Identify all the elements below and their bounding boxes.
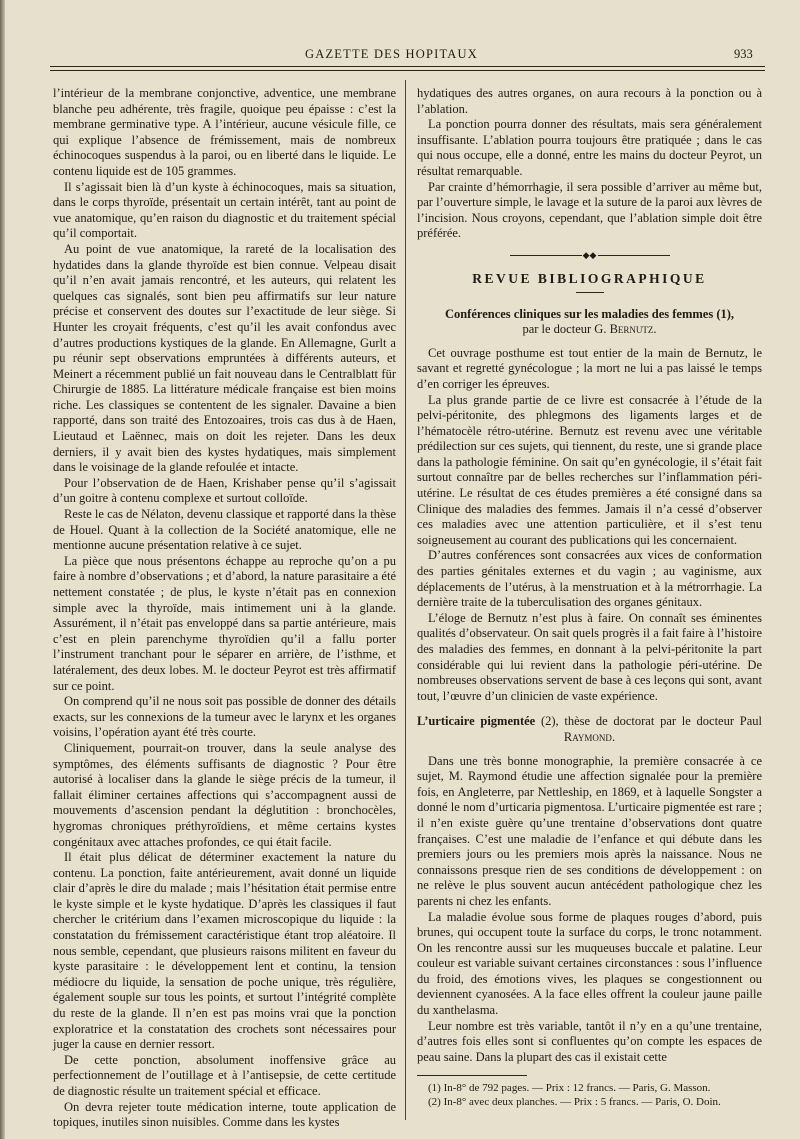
article-title: Conférences cliniques sur les maladies des femmes (1), — [444, 306, 735, 321]
running-head: GAZETTE DES HOPITAUX — [305, 47, 478, 61]
ornamental-rule — [510, 249, 670, 260]
paragraph: Leur nombre est très variable, tantôt il n’y en a qu’une trentaine, d’autres fois elles sont si confluentes qu’on compte les espaces de peau saine. Dans la plupart des cas il existait cette — [417, 1018, 762, 1064]
article-title: L’urticaire pigmentée — [417, 714, 536, 729]
paragraph: hydatiques des autres organes, on aura recours à la ponction ou à l’ablation. — [417, 86, 762, 116]
left-column — [53, 86, 396, 1131]
paragraph: Reste le cas de Nélaton, devenu classique et rapporté dans la thèse de Houel. Quant à la collection de la Société anatomique, elle ne mentionne aucune présentation relative à ce sujet. — [53, 507, 396, 553]
paragraph: La ponction pourra donner des résultats, mais sera généralement insuffisante. L’ablation pourra toujours être pratiquée ; dans le cas qui nous occupe, elle a donné, entre les mains du docteur Peyrot, un résultat remarquable. — [417, 117, 762, 178]
article-heading — [417, 714, 762, 745]
paragraph: l’intérieur de la membrane conjonctive, adventice, une membrane blanche peu adhérente, très fragile, quoique peu épaisse : c’est la membrane germinative type. A l’intérieur, aucune vésicule fille, ce qui explique l’absence de frémissement, mais de nombreux échinocoques suspendus à la paroi, ou en liberté dans le liquide. Le contenu liquide est de 105 grammes. — [53, 86, 396, 178]
header-rule-thin — [50, 70, 765, 71]
paragraph: De cette ponction, absolument inoffensive grâce au perfectionnement de l’outillage et à l’antisepsie, de cette certitude de diagnostic résulte un traitement spécial et efficace. — [53, 1052, 396, 1098]
article-author: Raymond — [563, 729, 612, 744]
paragraph: Il était plus délicat de déterminer exactement la nature du contenu. La ponction, faite antérieurement, avait donné un liquide clair d’après le dire du malade ; mais l’hésitation était permise entre le kyste simple et le kyste hydatique. D’après les classiques il faut chercher le critérium dans l’examen microscopique du liquide : la constatation du frémissement caractéristique étant trop aléatoire. Il nous semble, cependant, que plusieurs raisons militent en faveur du kyste parasitaire : le développement lent et continu, la tension médiocre du liquide, la sensation de poche unique, très régulière, également souple sur tous les points, et surtout l’intégrité complète du reste de la glande. Il n’en est pas moins vrai que la ponction exploratrice et la constatation des crochets sont nécessaires pour juger la cause en dernier ressort. — [53, 850, 396, 1052]
short-rule — [576, 292, 604, 293]
paragraph: La pièce que nous présentons échappe au reproche qu’on a pu faire à nombre d’observations ; et d’abord, la nature parasitaire a été nettement constatée ; de plus, le kyste n’était pas en connexion simple avec la thyroïde, mais intimement uni à la glande. Assurément, il n’était pas enveloppé dans sa partie antérieure, mais c’est en plein parenchyme thyroïdien qu’il a fallu porter l’instrument tranchant pour le séparer en arrière, de l’isthme, et latéralement, des deux lobes. M. le docteur Peyrot est très affirmatif sur ce point. — [53, 553, 396, 693]
article-byline-suffix: . — [653, 322, 657, 337]
footnote: (2) In-8° avec deux planches. — Prix : 5 francs. — Paris, O. Doin. — [428, 1095, 721, 1108]
paragraph: La maladie évolue sous forme de plaques rouges d’abord, puis brunes, qui occupent toute la surface du corps, le tronc notamment. On les rencontre aussi sur les muqueuses buccale et palatine. Leur couleur est variable suivant certaines circonstances : sous l’influence du froid, des émotions vives, les plaques se congestionnent ou deviennent cyanosées. A la face elles offrent la couleur jaune paille du xanthelasma. — [417, 909, 762, 1018]
paragraph: Cliniquement, pourrait-on trouver, dans la seule analyse des symptômes, des éléments suffisants de diagnostic ? Pour être autorisé à localiser dans la glande le siège précis de la tumeur, il fallait éliminer certaines affections qui s’accompagnent aussi de mouvements d’ascension pendant la déglutition : bronchocèles, hygromas chroniques préthyroïdiens, et même certains kystes congénitaux avec attaches profondes, ce qui était facile. — [53, 740, 396, 849]
paragraph: Dans une très bonne monographie, la première consacrée à ce sujet, M. Raymond étudie une affection signalée pour la première fois, en Angleterre, par Nettleship, en 1869, et à laquelle Songster a donné le nom d’urticaria pigmentosa. L’urticaire pigmentée est rare ; il n’en existe guère qu’une trentaine d’observations dont quatre françaises. C’est une maladie de l’enfance et qui débute dans les premiers jours ou les premiers mois après la naissance. Nous ne connaissons presque rien de ses conditions de développement : on ne relève le plus souvent aucun antécédent pathologique chez les parents ni chez les enfants. — [417, 753, 762, 908]
footnote: (1) In-8° de 792 pages. — Prix : 12 francs. — Paris, G. Masson. — [428, 1082, 711, 1095]
page-spine-shadow — [0, 0, 5, 1139]
paragraph: Pour l’observation de de Haen, Krishaber pense qu’il s’agissait d’un goitre à contenu complexe et surtout colloïde. — [53, 475, 396, 506]
article-byline-prefix: par le docteur G. — [522, 322, 607, 337]
paragraph: Par crainte d’hémorrhagie, il sera possible d’arriver au même but, par l’ouverture simple, le lavage et la suture de la paroi aux lèvres de l’incision. Nous croyons, cependant, que l’ablation simple doit être préférée. — [417, 179, 762, 241]
paragraph: La plus grande partie de ce livre est consacrée à l’étude de la pelvi-péritonite, des phlegmons des ligaments larges et de l’hématocèle rétro-utérine. Bernutz est revenu avec une véritable prédilection sur ces sujets, qui tiennent, du reste, une si grande place dans la pathologie féminine. On sait qu’en gynécologie, il s’était fait surtout connaître par de belles recherches sur l’inflammation péri-utérine. Le résultat de ces études premières a été consigné dans sa Clinique des maladies des femmes. Jamais il n’a cessé d’observer ces maladies avec une attention particulière, et il s’est tenu soigneusement au courant des publications qui les concernaient. — [417, 392, 762, 547]
section-title: REVUE BIBLIOGRAPHIQUE — [472, 270, 707, 286]
article-author-suffix: . — [611, 729, 616, 744]
paragraph: Au point de vue anatomique, la rareté de la localisation des hydatides dans la glande thyroïde est bien connue. Velpeau disait qu’il n’en avait jamais rencontré, et les auteurs, qui relatent les quelques cas signalés, sont bien peu affirmatifs sur leur nature précise et conservent des doutes sur l’exactitude de leur siège. Si Hunter les croyait fréquents, c’est qu’il les avait confondus avec d’autres productions kystiques de la glande. En Allemagne, Gurlt a pu réunir sept observations empruntées à différents auteurs, et Meinert a récemment publié un fait nouveau dans le Centralblatt für Chirurgie de 1885. La littérature médicale française est bien moins riche. Les classiques se contentent de les signaler. Davaine a bien rapporté, dans son traité des Entozoaires, trois cas dus à de Haen, Lieutaud et Laënnec, mais on doit les rejeter. Dans les deux derniers, il y avait bien des kystes hydatiques, mais simplement dans le voisinage de la glande refoulée et intacte. — [53, 241, 396, 475]
article-title-rest: (2), thèse de doctorat par le docteur Paul — [535, 714, 762, 729]
article-author: Bernutz — [609, 322, 654, 337]
article-heading — [417, 307, 762, 338]
paragraph: L’éloge de Bernutz n’est plus à faire. On connaît ses éminentes qualités d’observateur. On sait quels progrès il a fait faire à l’histoire des maladies des femmes, en donnant à la pelvi-péritonite la part considérable qui lui revient dans la pathologie péri-utérine. De nombreuses observations servent de base à ces leçons qui sont, avant tout, l’œuvre d’un clinicien de vaste expérience. — [417, 610, 762, 703]
paragraph: On comprend qu’il ne nous soit pas possible de donner des détails exacts, sur les connexions de la tumeur avec le larynx et les organes voisins, l’opération ayant été très courte. — [53, 694, 396, 740]
column-divider — [405, 80, 406, 1120]
paragraph: D’autres conférences sont consacrées aux vices de conformation des parties génitales externes et du vagin ; au vaginisme, aux déplacements de l’utérus, à la menstruation et à la métrorrhagie. La dernière traite de la tuberculisation des organes génitaux. — [417, 548, 762, 610]
right-column — [417, 86, 762, 1109]
ornament-icon: ◆◆ — [582, 249, 597, 260]
header-rule-thick — [50, 66, 765, 67]
page-number: 933 — [734, 47, 753, 61]
paragraph: Il s’agissait bien là d’un kyste à échinocoques, mais sa situation, dans le corps thyroïde, présentait un certain intérêt, tant au point de vue anatomique, qu’en raison du diagnostic et du traitement spécial qu’il comportait. — [53, 179, 396, 241]
footnote-rule — [417, 1075, 527, 1076]
paragraph: On devra rejeter toute médication interne, toute application de topiques, inutiles sinon nuisibles. Comme dans les kystes — [53, 1099, 396, 1130]
paragraph: Cet ouvrage posthume est tout entier de la main de Bernutz, le savant et regretté gynécologue ; la mort ne lui a pas laissé le temps d’en corriger les épreuves. — [417, 345, 762, 391]
